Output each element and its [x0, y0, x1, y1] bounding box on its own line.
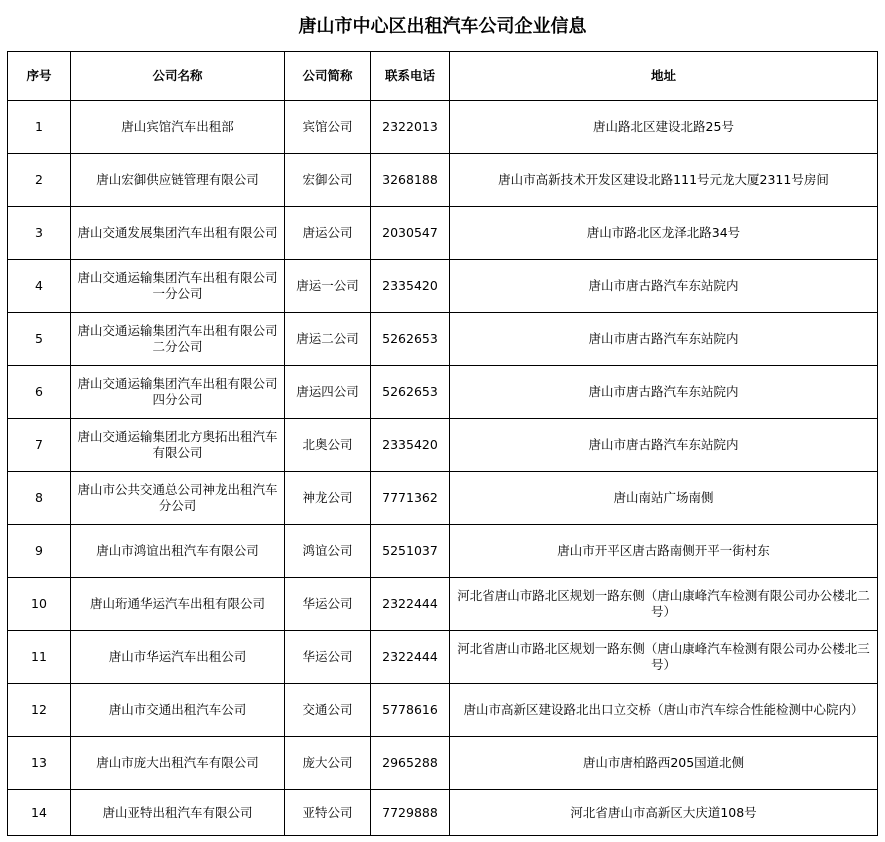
address-cell: 唐山市高新区建设路北出口立交桥（唐山市汽车综合性能检测中心院内） [450, 684, 878, 737]
short-name-cell: 庞大公司 [285, 737, 371, 790]
table-row [8, 684, 878, 737]
short-name-cell: 交通公司 [285, 684, 371, 737]
company-name-cell: 唐山市鸿谊出租汽车有限公司 [71, 525, 285, 578]
address-cell: 唐山市唐古路汽车东站院内 [450, 313, 878, 366]
address-cell: 唐山南站广场南侧 [450, 472, 878, 525]
short-name-cell: 宾馆公司 [285, 101, 371, 154]
table-row [8, 313, 878, 366]
company-table [7, 51, 878, 836]
address-cell: 唐山市路北区龙泽北路34号 [450, 207, 878, 260]
table-row [8, 154, 878, 207]
address-cell: 唐山路北区建设北路25号 [450, 101, 878, 154]
index-cell: 8 [8, 472, 71, 525]
address-cell: 唐山市唐古路汽车东站院内 [450, 419, 878, 472]
header-row [8, 52, 878, 101]
index-cell: 11 [8, 631, 71, 684]
table-row [8, 525, 878, 578]
company-name-cell: 唐山交通运输集团北方奥拓出租汽车有限公司 [71, 419, 285, 472]
phone-cell: 2322444 [371, 631, 450, 684]
table-row [8, 472, 878, 525]
header-short-name: 公司简称 [285, 52, 371, 101]
phone-cell: 5262653 [371, 313, 450, 366]
phone-cell: 2322444 [371, 578, 450, 631]
short-name-cell: 唐运公司 [285, 207, 371, 260]
short-name-cell: 唐运四公司 [285, 366, 371, 419]
address-cell: 唐山市开平区唐古路南侧开平一街村东 [450, 525, 878, 578]
short-name-cell: 华运公司 [285, 631, 371, 684]
index-cell: 6 [8, 366, 71, 419]
company-name-cell: 唐山交通运输集团汽车出租有限公司一分公司 [71, 260, 285, 313]
table-row [8, 790, 878, 836]
address-cell: 唐山市高新技术开发区建设北路111号元龙大厦2311号房间 [450, 154, 878, 207]
company-name-cell: 唐山市公共交通总公司神龙出租汽车分公司 [71, 472, 285, 525]
address-cell: 唐山市唐柏路西205国道北侧 [450, 737, 878, 790]
header-index: 序号 [8, 52, 71, 101]
phone-cell: 5778616 [371, 684, 450, 737]
index-cell: 13 [8, 737, 71, 790]
table-row [8, 419, 878, 472]
table-row [8, 578, 878, 631]
index-cell: 9 [8, 525, 71, 578]
short-name-cell: 鸿谊公司 [285, 525, 371, 578]
company-name-cell: 唐山交通运输集团汽车出租有限公司二分公司 [71, 313, 285, 366]
table-body [8, 101, 878, 836]
index-cell: 10 [8, 578, 71, 631]
table-row [8, 207, 878, 260]
address-cell: 唐山市唐古路汽车东站院内 [450, 260, 878, 313]
index-cell: 3 [8, 207, 71, 260]
index-cell: 4 [8, 260, 71, 313]
address-cell: 唐山市唐古路汽车东站院内 [450, 366, 878, 419]
table-row [8, 366, 878, 419]
company-name-cell: 唐山市交通出租汽车公司 [71, 684, 285, 737]
table-row [8, 737, 878, 790]
index-cell: 1 [8, 101, 71, 154]
phone-cell: 7729888 [371, 790, 450, 836]
phone-cell: 3268188 [371, 154, 450, 207]
address-cell: 河北省唐山市高新区大庆道108号 [450, 790, 878, 836]
header-address: 地址 [450, 52, 878, 101]
index-cell: 7 [8, 419, 71, 472]
short-name-cell: 神龙公司 [285, 472, 371, 525]
phone-cell: 2335420 [371, 419, 450, 472]
header-phone: 联系电话 [371, 52, 450, 101]
header-company-name: 公司名称 [71, 52, 285, 101]
company-name-cell: 唐山交通运输集团汽车出租有限公司四分公司 [71, 366, 285, 419]
phone-cell: 2322013 [371, 101, 450, 154]
index-cell: 14 [8, 790, 71, 836]
company-name-cell: 唐山市庞大出租汽车有限公司 [71, 737, 285, 790]
short-name-cell: 唐运一公司 [285, 260, 371, 313]
table-row [8, 631, 878, 684]
company-name-cell: 唐山市华运汽车出租公司 [71, 631, 285, 684]
company-name-cell: 唐山宏御供应链管理有限公司 [71, 154, 285, 207]
phone-cell: 7771362 [371, 472, 450, 525]
short-name-cell: 亚特公司 [285, 790, 371, 836]
phone-cell: 2030547 [371, 207, 450, 260]
company-name-cell: 唐山亚特出租汽车有限公司 [71, 790, 285, 836]
short-name-cell: 唐运二公司 [285, 313, 371, 366]
page-title: 唐山市中心区出租汽车公司企业信息 [298, 16, 587, 37]
table-row [8, 260, 878, 313]
address-cell: 河北省唐山市路北区规划一路东侧（唐山康峰汽车检测有限公司办公楼北三号） [450, 631, 878, 684]
address-cell: 河北省唐山市路北区规划一路东侧（唐山康峰汽车检测有限公司办公楼北二号） [450, 578, 878, 631]
index-cell: 2 [8, 154, 71, 207]
index-cell: 5 [8, 313, 71, 366]
company-name-cell: 唐山珩通华运汽车出租有限公司 [71, 578, 285, 631]
company-name-cell: 唐山交通发展集团汽车出租有限公司 [71, 207, 285, 260]
phone-cell: 2335420 [371, 260, 450, 313]
company-name-cell: 唐山宾馆汽车出租部 [71, 101, 285, 154]
short-name-cell: 宏御公司 [285, 154, 371, 207]
index-cell: 12 [8, 684, 71, 737]
phone-cell: 5262653 [371, 366, 450, 419]
phone-cell: 5251037 [371, 525, 450, 578]
short-name-cell: 北奥公司 [285, 419, 371, 472]
short-name-cell: 华运公司 [285, 578, 371, 631]
phone-cell: 2965288 [371, 737, 450, 790]
table-row [8, 101, 878, 154]
